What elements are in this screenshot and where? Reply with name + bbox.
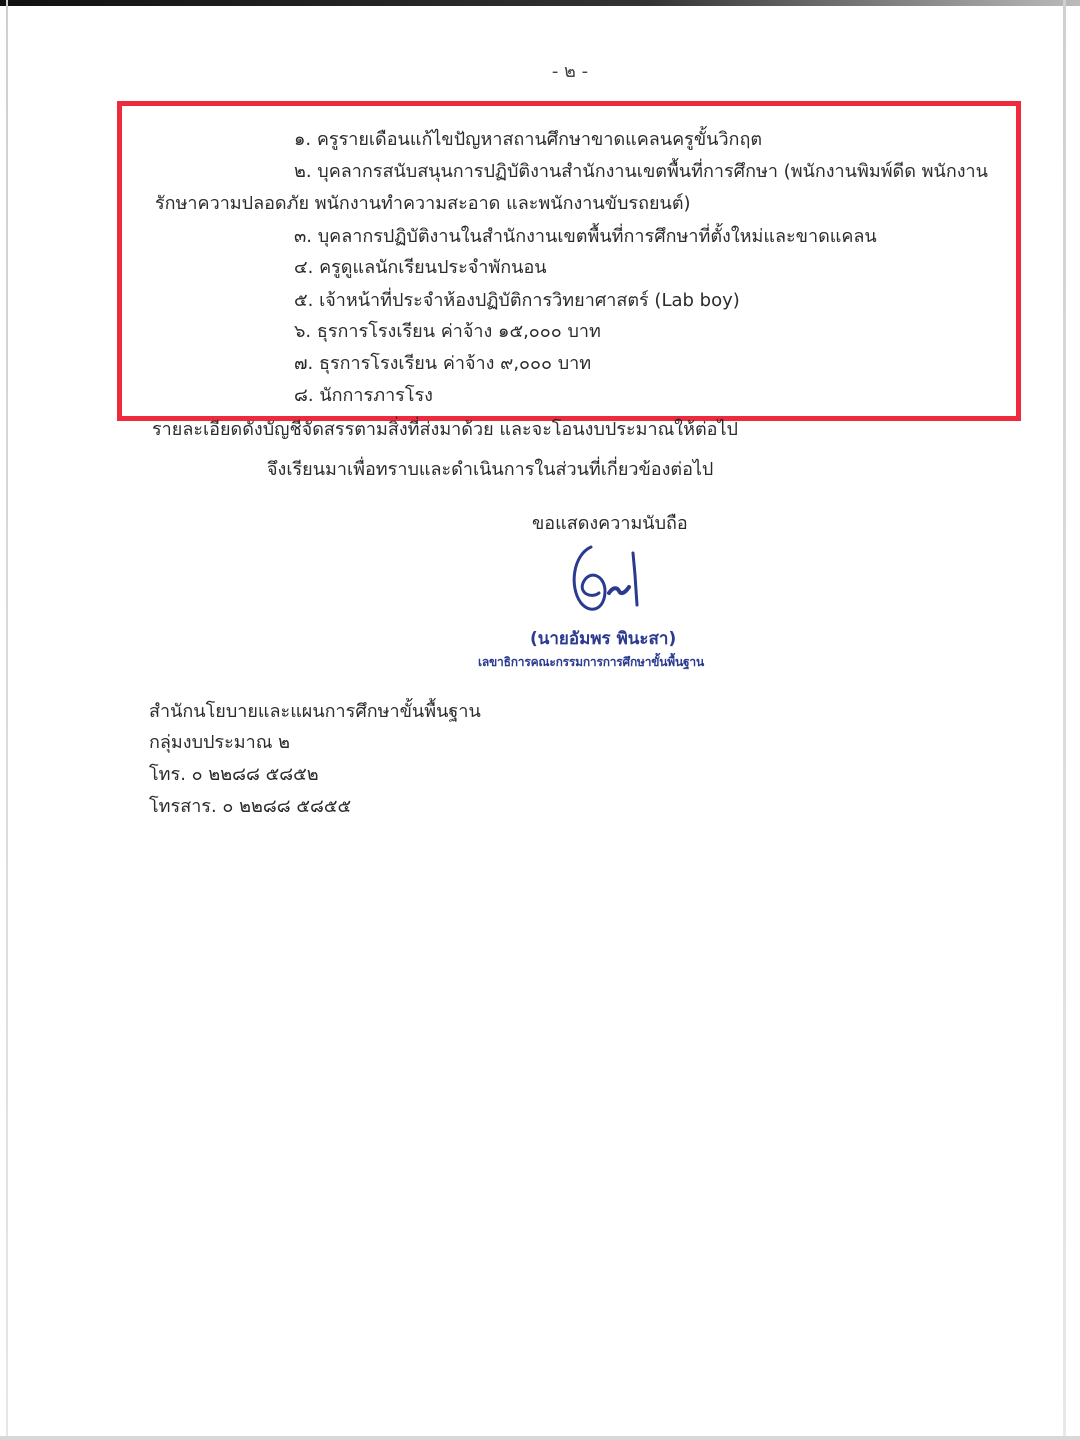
page-number: - ๒ - <box>551 61 589 82</box>
footer-fax: โทรสาร. ๐ ๒๒๘๘ ๕๘๕๕ <box>149 796 352 817</box>
list-item-1: ๑. ครูรายเดือนแก้ไขปัญหาสถานศึกษาขาดแคลนครูขั้นวิกฤต <box>294 129 763 150</box>
scan-edge-top <box>0 0 1080 6</box>
list-item-5: ๕. เจ้าหน้าที่ประจำห้องปฏิบัติการวิทยาศาสตร์ (Lab boy) <box>294 290 740 311</box>
signer-title: เลขาธิการคณะกรรมการการศึกษาขั้นพื้นฐาน <box>478 655 704 669</box>
footer-office: สำนักนโยบายและแผนการศึกษาขั้นพื้นฐาน <box>149 701 481 722</box>
list-item-3: ๓. บุคลากรปฏิบัติงานในสำนักงานเขตพื้นที่การศึกษาที่ตั้งใหม่และขาดแคลน <box>294 226 877 247</box>
details-paragraph: รายละเอียดดังบัญชีจัดสรรตามสิ่งที่ส่งมาด้วย และจะโอนงบประมาณให้ต่อไป <box>152 419 738 440</box>
handwritten-signature <box>565 535 655 625</box>
list-item-2: ๒. บุคลากรสนับสนุนการปฏิบัติงานสำนักงานเขตพื้นที่การศึกษา (พนักงานพิมพ์ดีด พนักงาน <box>294 161 988 182</box>
list-item-2-continuation: รักษาความปลอดภัย พนักงานทำความสะอาด และพนักงานขับรถยนต์) <box>155 193 691 214</box>
scan-edge-bottom <box>0 1436 1080 1440</box>
list-item-7: ๗. ธุรการโรงเรียน ค่าจ้าง ๙,๐๐๐ บาท <box>294 353 592 374</box>
signature-closing: ขอแสดงความนับถือ <box>532 513 688 534</box>
scan-edge-right <box>1063 0 1066 1440</box>
footer-phone: โทร. ๐ ๒๒๘๘ ๕๘๕๒ <box>149 764 319 785</box>
list-item-6: ๖. ธุรการโรงเรียน ค่าจ้าง ๑๕,๐๐๐ บาท <box>294 321 601 342</box>
list-item-8: ๘. นักการภารโรง <box>294 385 433 406</box>
closing-request: จึงเรียนมาเพื่อทราบและดำเนินการในส่วนที่เกี่ยวข้องต่อไป <box>267 459 714 480</box>
signer-name: (นายอัมพร พินะสา) <box>530 629 677 649</box>
footer-group: กลุ่มงบประมาณ ๒ <box>149 732 291 753</box>
list-item-4: ๔. ครูดูแลนักเรียนประจำพักนอน <box>294 257 547 278</box>
scan-edge-left <box>6 0 8 1440</box>
